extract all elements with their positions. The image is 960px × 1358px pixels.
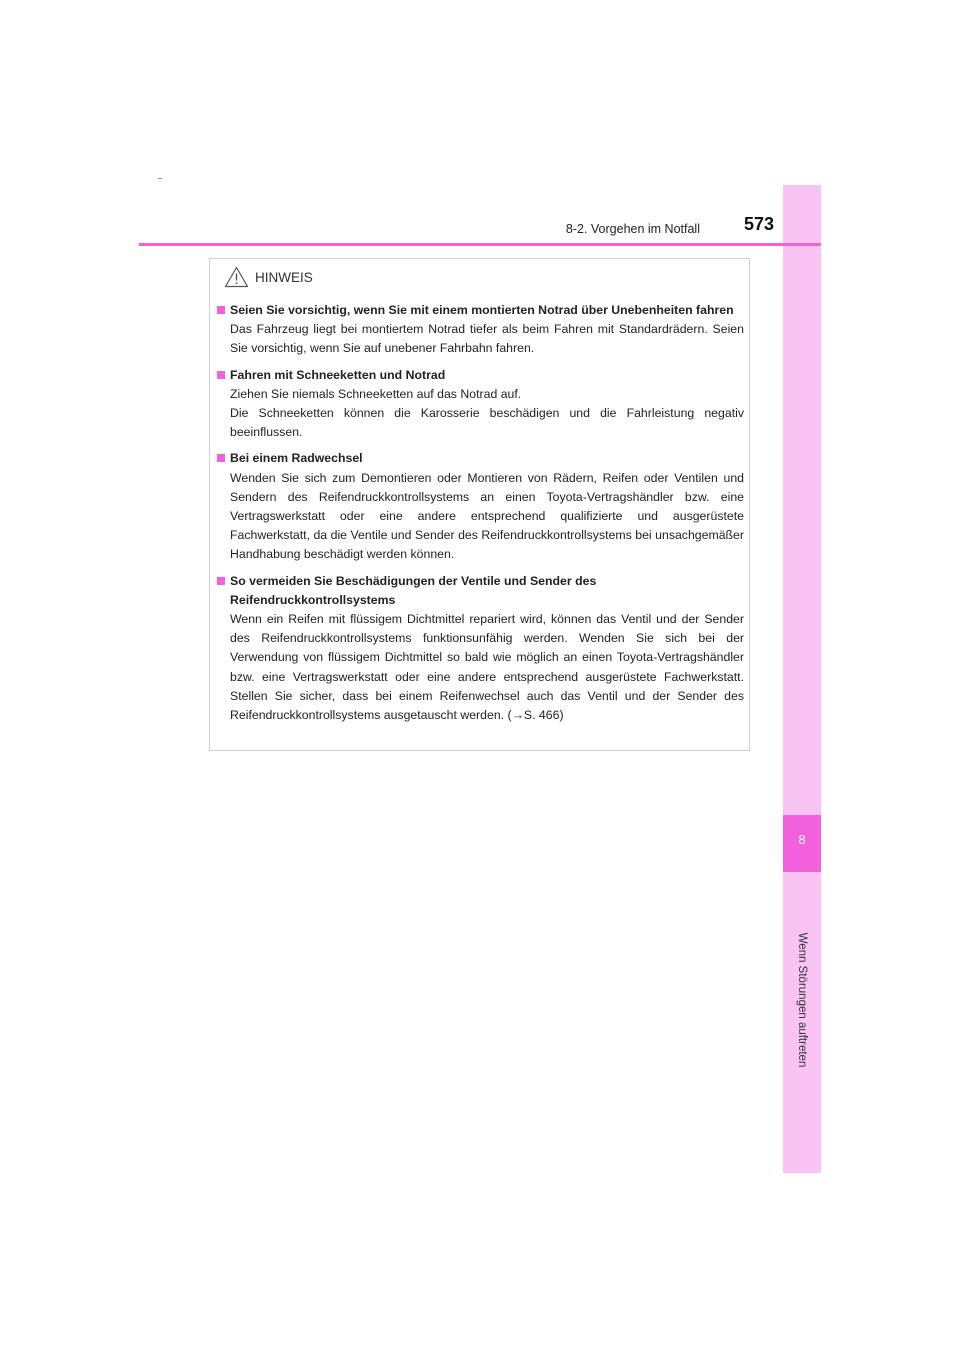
item-heading-text: Fahren mit Schneeketten und Notrad [230,367,446,382]
notice-item [217,449,744,564]
notice-header [224,265,313,289]
item-text [217,610,744,725]
item-text [217,469,744,565]
section-title: 8-2. Vorgehen im Notfall [565,222,700,236]
notice-title: HINWEIS [255,269,313,285]
item-text [217,385,744,443]
notice-item [217,301,744,359]
item-heading-text: Seien Sie vorsichtig, wenn Sie mit einem montierten Notrad über Unebenheiten fahren [230,303,734,317]
item-heading [217,366,744,385]
page-number: 573 [743,214,774,234]
warning-triangle-icon [224,266,249,288]
item-heading-text: Bei einem Radwechsel [230,451,363,466]
item-paragraph: Die Schneeketten können die Karosserie beschädigen und die Fahrleistung negativ beeinflussen. [230,406,744,440]
corner-dash-mark [158,178,162,179]
notice-body [217,301,744,732]
square-bullet-icon [217,371,225,379]
header-rule [139,243,821,246]
notice-box [209,258,750,751]
item-heading [217,449,744,468]
square-bullet-icon [217,306,225,314]
item-heading-text: So vermeiden Sie Beschädigungen der Ventile und Sender des Reifendruckkontrollsystems [230,573,597,607]
item-heading [217,572,744,610]
item-text [217,320,744,358]
item-paragraph: Das Fahrzeug liegt bei montiertem Notrad tiefer als beim Fahren mit Standardrädern. Seien Sie vorsichtig, wenn Sie auf unebener Fahrbahn fahren. [230,322,744,356]
square-bullet-icon [217,577,225,585]
notice-item [217,572,744,726]
notice-item [217,366,744,443]
item-paragraph: Wenn ein Reifen mit flüssigem Dichtmittel repariert wird, können das Ventil und der Sender des Reifendruckkontrollsystems funktionsunfähig werden. Wenden Sie sich bei der Verwendung von flüssigem Dichtmittel so bald wie möglich an einen Toyota-Vertragshändler bzw. eine Vertragswerkstatt oder eine andere entsprechend ausgerüstete Fachwerkstatt. Stellen Sie sicher, dass bei einem Reifenwechsel auch das Ventil und der Sender des Reifendruckkontrollsystems ausgetauscht werden. (→S. 466) [230,612,744,723]
item-paragraph: Ziehen Sie niemals Schneeketten auf das Notrad auf. [230,386,522,401]
item-paragraph: Wenden Sie sich zum Demontieren oder Montieren von Rädern, Reifen oder Ventilen und Sendern des Reifendruckkontrollsystems an einen Toyota-Vertragshändler bzw. eine Vertragswerkstatt oder eine andere entsprechend qualifizierte und ausgerüstete Fachwerkstatt, da die Ventile und Sender des Reifendruckkontrollsystems bei unsachgemäßer Handhabung beschädigt werden können. [230,470,744,562]
chapter-label: Wenn Störungen auftreten [796,932,808,1068]
chapter-number: 8 [798,832,806,847]
item-heading [217,301,744,320]
square-bullet-icon [217,454,225,462]
